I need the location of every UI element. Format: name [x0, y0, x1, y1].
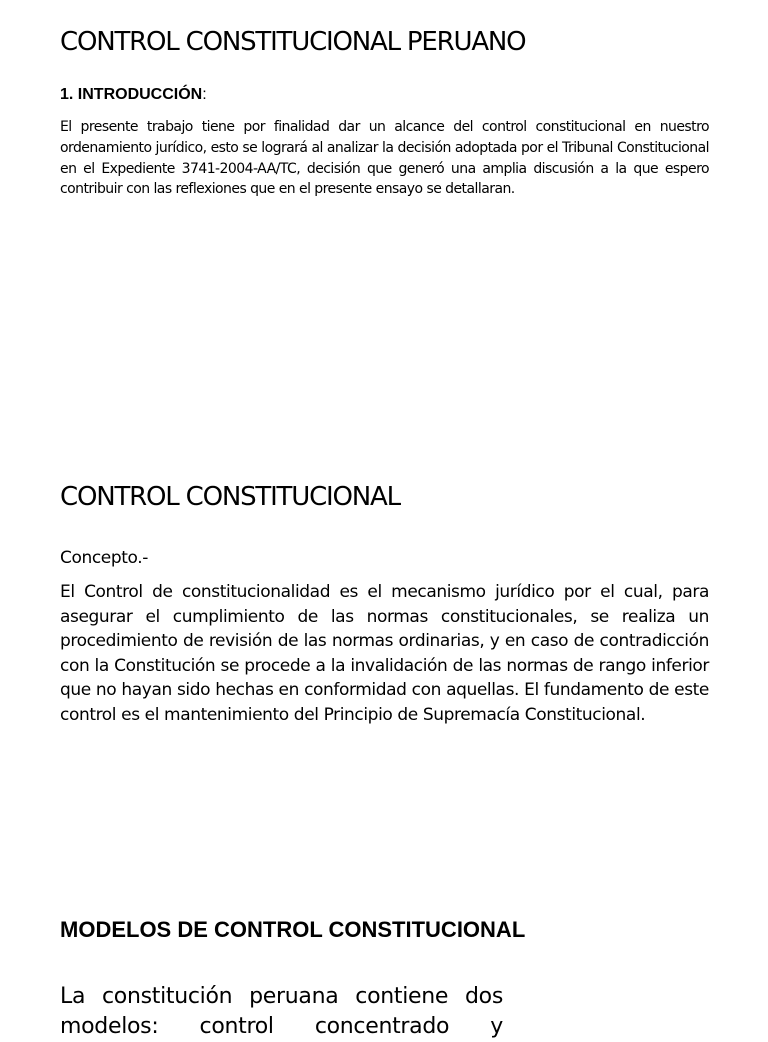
section-heading-colon: : [202, 86, 207, 103]
models-paragraph: La constitución peruana contiene dos modelos: control concentrado y [60, 984, 503, 1039]
intro-paragraph: El presente trabajo tiene por finalidad dar un alcance del control constitucional en nuestro ordenamiento jurídico, esto se logrará al analizar la decisión adoptada por el Tribunal Constitucional en el Expediente 3741-2004-AA/TC, decisión que generó una amplia discusión a la que espero contribuir con las reflexiones que en el presente ensayo se detallaran. [60, 119, 709, 198]
slide-title: CONTROL CONSTITUCIONAL [60, 482, 400, 512]
slide-introduccion [0, 0, 768, 440]
concept-paragraph: El Control de constitucionalidad es el mecanismo jurídico por el cual, para asegurar el cumplimiento de las normas constitucionales, se realiza un procedimiento de revisión de las normas ordinarias, y en caso de contradicción con la Constitución se procede a la invalidación de las normas de rango inferior que no hayan sido hechas en conformidad con aquellas. El fundamento de este control es el mantenimiento del Principio de Supremacía Constitucional. [60, 582, 709, 725]
slide-title: MODELOS DE CONTROL CONSTITUCIONAL [60, 917, 526, 942]
section-heading-text: 1. INTRODUCCIÓN [60, 86, 203, 103]
slide-control-constitucional [0, 440, 768, 880]
concept-label: Concepto.- [60, 548, 148, 568]
section-heading [60, 86, 207, 104]
slide-title: CONTROL CONSTITUCIONAL PERUANO [60, 27, 526, 57]
slide-modelos [0, 880, 768, 1039]
